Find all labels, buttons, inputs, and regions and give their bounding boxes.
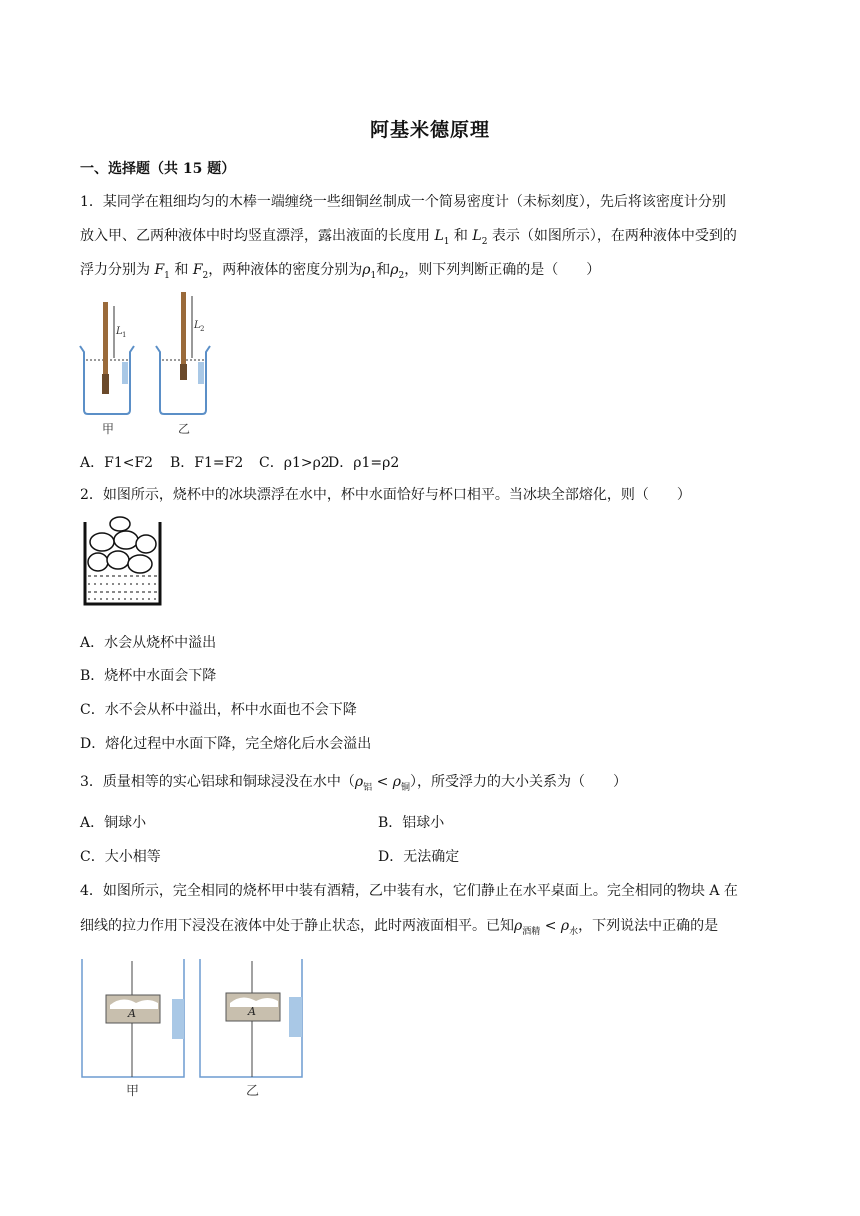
svg-text:A: A [248,1005,256,1018]
q2-option-c[interactable]: C．水不会从杯中溢出，杯中水面也不会下降 [80,702,357,718]
q1-option-b[interactable]: B．F1=F2 [170,455,244,471]
q1-option-a[interactable]: A．F1<F2 [80,455,154,471]
q1-line-1: 1．某同学在粗细均匀的木棒一端缠绕一些细铜丝制成一个简易密度计（未标刻度），先后将该密度计分别 [80,194,726,210]
q1-line-2: 放入甲、乙两种液体中时均竖直漂浮，露出液面的长度用 $L_1$ 和 $L_2$ 表示（如图所示），在两种液体中受到的 [80,228,737,247]
q3-option-b[interactable]: B．铝球小 [378,815,445,831]
q2-stem: 2．如图所示，烧杯中的冰块漂浮在水中，杯中水面恰好与杯口相平。当冰块全部熔化，则（ ） [80,487,691,503]
q2-figure-ice-beaker [82,514,164,608]
svg-text:2: 2 [200,325,205,333]
q1-option-c[interactable]: C．ρ1>ρ2 [259,455,330,471]
q1-fig-label-yi: 乙 [178,422,191,436]
svg-text:1: 1 [122,331,127,339]
svg-text:L: L [194,320,201,331]
q4-fig-label-yi: 乙 [246,1084,260,1099]
q4-fig-label-jia: 甲 [126,1084,140,1099]
q1-fig-label-jia: 甲 [102,422,115,436]
section-heading: 一、选择题（共 15 题） [80,161,236,177]
q4-line-2: 细线的拉力作用下浸没在液体中处于静止状态，此时两液面相平。已知$\rho_{酒精} < \rho_水$，下列说法中正确的是 [80,918,719,937]
q2-option-a[interactable]: A．水会从烧杯中溢出 [80,635,217,651]
page-title: 阿基米德原理 [369,119,490,141]
q1-figure-hydrometers [78,290,218,438]
q3-option-a[interactable]: A．铜球小 [80,815,147,831]
q1-line-3: 浮力分别为 $F_1$ 和 $F_2$，两种液体的密度分别为$\rho_1$和$\rho_2$，则下列判断正确的是（ ） [80,262,601,281]
q3-option-d[interactable]: D．无法确定 [378,849,460,865]
q3-option-c[interactable]: C．大小相等 [80,849,161,865]
q4-figure-beakers [78,955,308,1083]
q2-option-b[interactable]: B．烧杯中水面会下降 [80,668,217,684]
q4-line-1: 4．如图所示，完全相同的烧杯甲中装有酒精，乙中装有水，它们静止在水平桌面上。完全相同的物块 A 在 [80,883,738,899]
svg-text:A: A [128,1007,136,1020]
q2-option-d[interactable]: D．熔化过程中水面下降，完全熔化后水会溢出 [80,736,372,752]
q1-option-d[interactable]: D．ρ1=ρ2 [328,455,400,471]
svg-text:L: L [116,326,123,337]
q3-stem: 3．质量相等的实心铝球和铜球浸没在水中$(\rho_铝 < \rho_铜)$，所受浮力的大小关系为（ ） [80,774,628,793]
